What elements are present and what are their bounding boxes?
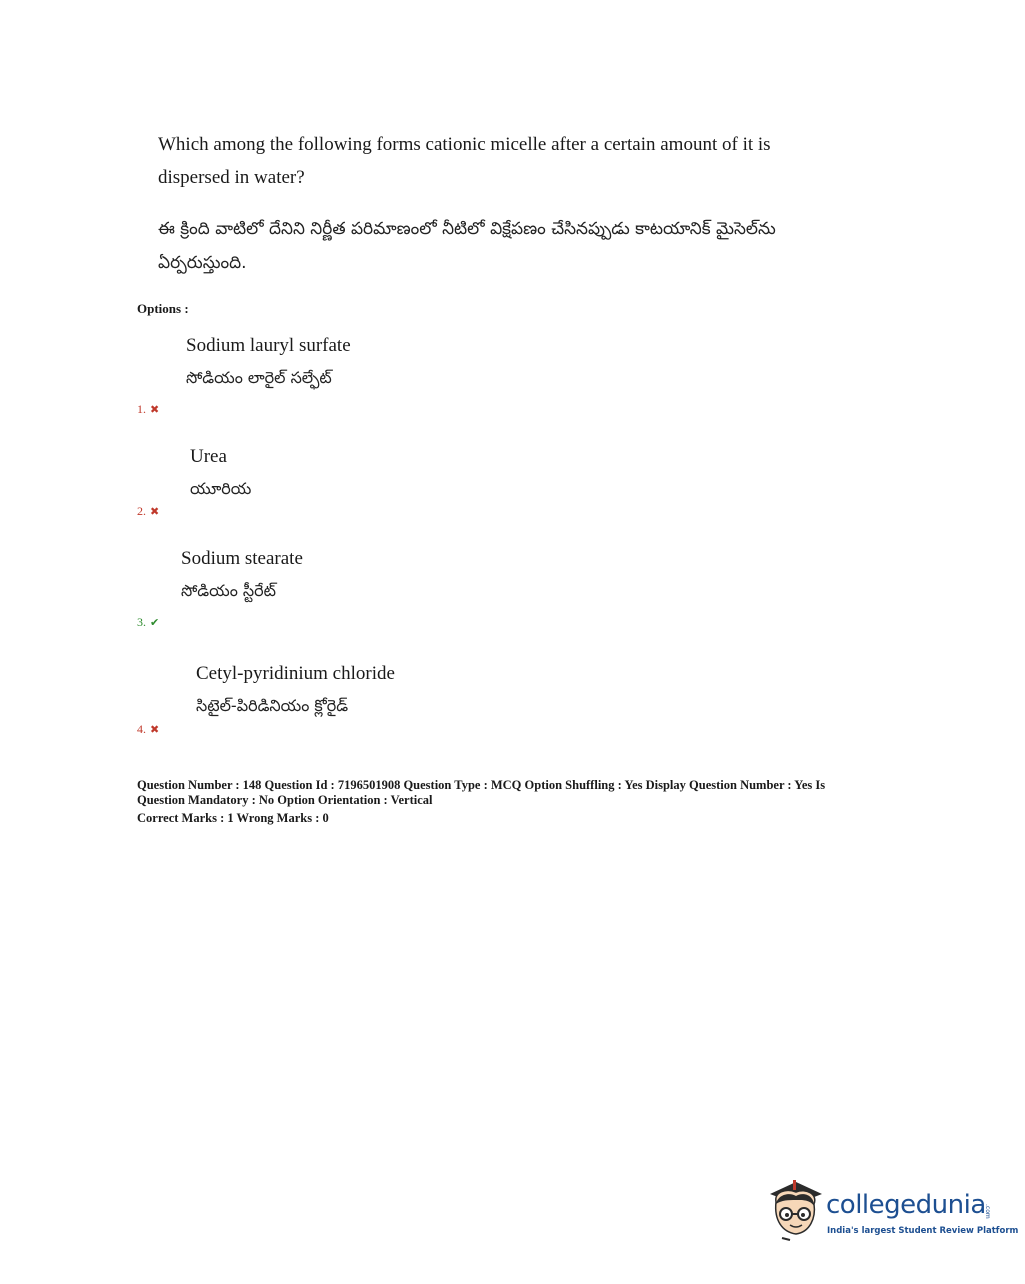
option-4-number	[137, 722, 159, 737]
option-3-text-en: Sodium stearate	[181, 548, 303, 569]
option-3-text-te: సోడియం స్టీరేట్	[181, 581, 276, 600]
option-1-number	[137, 402, 159, 417]
option-3-number	[137, 615, 159, 630]
brand-name: collegedunia	[826, 1190, 986, 1220]
brand-tagline: India's largest Student Review Platform	[827, 1226, 1019, 1236]
option-1-text-te: సోడియం లారైల్ సల్ఫేట్	[186, 368, 332, 387]
question-meta	[137, 778, 867, 826]
option-2-text-en: Urea	[190, 446, 227, 467]
question-text-en: Which among the following forms cationic micelle after a certain amount of it is dispersed in water?	[158, 134, 771, 188]
cross-icon: ✖	[150, 505, 160, 518]
mascot-logo-icon	[766, 1178, 824, 1242]
question-text-te: ఈ క్రింది వాటిలో దేనిని నిర్ణీత పరిమాణంలో నీటిలో విక్షేపణం చేసినప్పుడు కాటయానిక్ మైసెల్‌ను ఏర్పరుస్తుంది.	[158, 219, 776, 273]
question-marks: Correct Marks : 1 Wrong Marks : 0	[137, 811, 329, 825]
option-4-number-label: 4.	[137, 722, 146, 736]
option-2-number-label: 2.	[137, 504, 146, 518]
option-2-number	[137, 504, 159, 519]
option-4-text-en: Cetyl-pyridinium chloride	[196, 663, 395, 684]
check-icon: ✔	[150, 616, 160, 629]
options-label: Options :	[137, 301, 189, 316]
cross-icon: ✖	[150, 723, 160, 736]
question-meta-details: Question Number : 148 Question Id : 7196501908 Question Type : MCQ Option Shuffling : Yes Display Question Number : Yes Is Question Mandatory : No Option Orientation : Vertical	[137, 778, 826, 807]
cross-icon: ✖	[150, 403, 160, 416]
option-3-number-label: 3.	[137, 615, 146, 629]
option-1-number-label: 1.	[137, 402, 146, 416]
option-4-text-te: సిటైల్-పిరిడినియం క్లోరైడ్	[196, 696, 349, 715]
option-2-text-te: యూరియ	[190, 479, 252, 498]
option-1-text-en: Sodium lauryl surfate	[186, 335, 351, 356]
brand-watermark	[766, 1178, 1019, 1248]
question-block	[158, 128, 818, 280]
brand-suffix: .com	[984, 1204, 991, 1219]
